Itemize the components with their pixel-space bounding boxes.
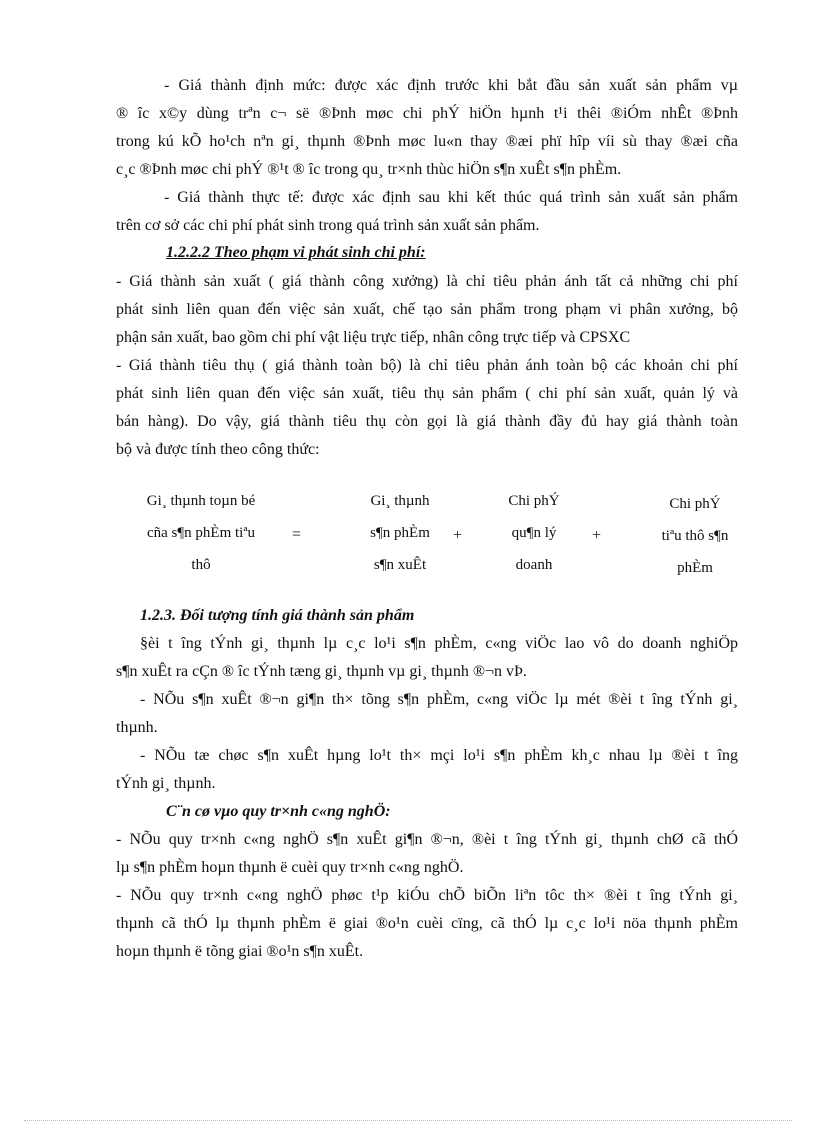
text-line: bán hàng). Do vậy, giá thành tiêu thụ còn gọi là giá thành đầy đủ hay giá thành toàn xyxy=(116,413,738,430)
formula-term-selling-cost xyxy=(640,494,750,578)
text-line: thµnh. xyxy=(116,719,158,736)
text-line: phát sinh liên quan đến việc sản xuất, chế tạo sản phẩm trong phạm vi phân xưởng, bộ xyxy=(116,301,738,318)
plus-sign: + xyxy=(453,527,463,544)
text-line: trên cơ sở các chi phí phát sinh trong quá trình sản xuất sản phẩm. xyxy=(116,217,540,234)
text-line: - NÕu quy tr×nh c«ng nghÖ s¶n xuÊt gi¶n ®¬n, ®èi t îng tÝnh gi¸ thµnh chØ cã thÓ xyxy=(116,831,738,848)
formula-term-admin-cost xyxy=(488,491,580,575)
plus-sign: + xyxy=(592,527,602,544)
subsection-heading: C¨n cø vµo quy tr×nh c«ng nghÖ: xyxy=(166,803,391,820)
text-line: §èi t îng tÝnh gi¸ thµnh lµ c¸c lo¹i s¶n phÈm, c«ng viÖc lao vô do doanh nghiÖp xyxy=(140,635,738,652)
text-line: thµnh cã thÓ lµ thµnh phÈm ë giai ®o¹n cuèi cïng, cã thÓ lµ c¸c lo¹i nöa thµnh phÈm xyxy=(116,915,738,932)
formula-text: Gi¸ thµnh toµn bé xyxy=(146,493,256,509)
formula-text: phÈm xyxy=(677,560,713,576)
text-line: - NÕu quy tr×nh c«ng nghÖ phøc t¹p kiÓu chÕ biÕn liªn tôc th× ®èi t îng tÝnh gi¸ xyxy=(116,887,738,904)
text-line: - NÕu tæ chøc s¶n xuÊt hµng lo¹t th× mçi lo¹i s¶n phÈm kh¸c nhau lµ ®èi t îng xyxy=(140,747,738,764)
formula-term-production-cost xyxy=(345,491,455,575)
formula-text: cña s¶n phÈm tiªu xyxy=(146,525,255,541)
text-line: phát sinh liên quan đến việc sản xuất, tiêu thụ sản phẩm ( chi phí sản xuất, quản lý và xyxy=(116,385,738,402)
text-line: trong kú kÕ ho¹ch nªn gi¸ thµnh ®Þnh møc lu«n thay ®æi phï hîp víi sù thay ®æi cña xyxy=(116,133,738,150)
formula-text: s¶n phÈm xyxy=(370,525,430,541)
formula-text: Gi¸ thµnh xyxy=(370,493,430,509)
text-line: lµ s¶n phÈm hoµn thµnh ë cuèi quy tr×nh c«ng nghÖ. xyxy=(116,859,464,876)
text-line: - Giá thành định mức: được xác định trước khi bắt đầu sản xuất sản phẩm vµ xyxy=(164,77,738,94)
formula-text: Chi phÝ xyxy=(508,493,560,509)
text-line: tÝnh gi¸ thµnh. xyxy=(116,775,216,792)
formula-text: tiªu thô s¶n xyxy=(661,528,729,544)
formula-text: Chi phÝ xyxy=(669,496,721,512)
text-line: phận sản xuất, bao gồm chi phí vật liệu trực tiếp, nhân công trực tiếp và CPSXC xyxy=(116,329,631,346)
formula-text: qu¶n lý xyxy=(511,525,557,541)
text-line: bộ và được tính theo công thức: xyxy=(116,441,320,458)
text-line: - NÕu s¶n xuÊt ®¬n gi¶n th× tõng s¶n phÈm, c«ng viÖc lµ mét ®èi t îng tÝnh gi¸ xyxy=(140,691,738,708)
formula-text: s¶n xuÊt xyxy=(373,557,427,573)
formula-term-total-cost xyxy=(120,491,282,575)
text-line: s¶n xuÊt ra cÇn ® îc tÝnh tæng gi¸ thµnh vµ gi¸ thµnh ®¬n vÞ. xyxy=(116,663,527,680)
text-line: - Giá thành sản xuất ( giá thành công xưởng) là chỉ tiêu phản ánh tất cả những chi phí xyxy=(116,273,738,290)
text-line: ® îc x©y dùng trªn c¬ së ®Þnh møc chi phÝ hiÖn hµnh t¹i thêi ®iÓm nhÊt ®Þnh xyxy=(116,105,738,122)
page-bottom-border xyxy=(24,1120,792,1121)
equals-sign: = xyxy=(292,526,302,543)
text-line: hoµn thµnh ë tõng giai ®o¹n s¶n xuÊt. xyxy=(116,943,364,960)
section-heading: 1.2.3. Đối tượng tính giá thành sản phẩm xyxy=(140,607,415,624)
formula-text: thô xyxy=(191,557,211,573)
text-line: c¸c ®Þnh møc chi phÝ ®¹t ® îc trong qu¸ tr×nh thùc hiÖn s¶n xuÊt s¶n phÈm. xyxy=(116,161,622,178)
formula-text: doanh xyxy=(515,557,553,573)
text-line: - Giá thành thực tế: được xác định sau khi kết thúc quá trình sản xuất sản phẩm xyxy=(164,189,738,206)
text-line: - Giá thành tiêu thụ ( giá thành toàn bộ) là chỉ tiêu phản ánh toàn bộ các khoản chi phí xyxy=(116,357,738,374)
section-heading: 1.2.2.2 Theo phạm vi phát sinh chi phí: xyxy=(166,244,426,261)
